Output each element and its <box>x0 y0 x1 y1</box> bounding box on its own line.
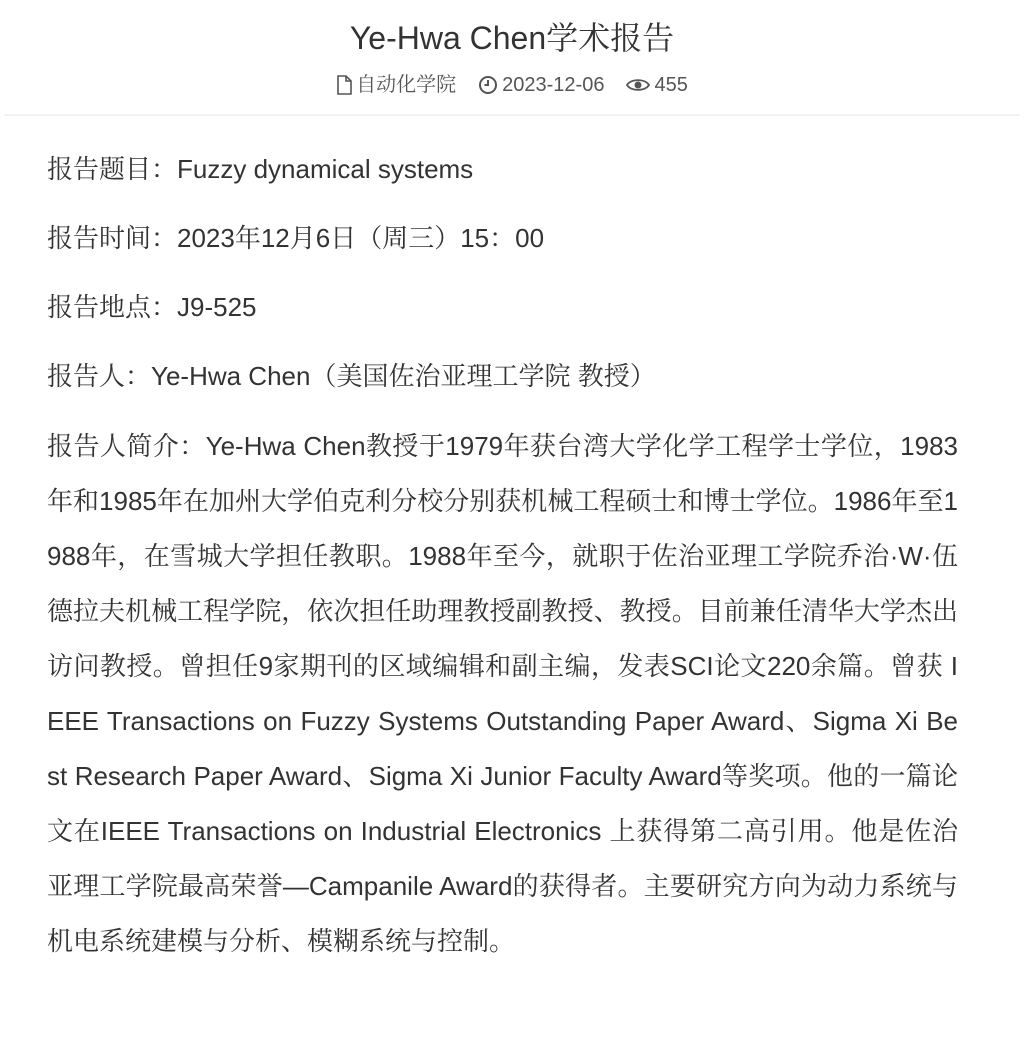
report-topic: 报告题目：Fuzzy dynamical systems <box>47 154 474 184</box>
meta-date <box>478 72 604 98</box>
meta-views <box>626 72 687 98</box>
file-icon <box>336 75 352 95</box>
article-meta <box>0 72 1024 98</box>
clock-icon <box>478 75 498 95</box>
article-body <box>0 152 1024 969</box>
eye-icon <box>626 76 650 94</box>
meta-date-text: 2023-12-06 <box>502 74 605 96</box>
article-title: Ye-Hwa Chen学术报告 <box>349 20 675 56</box>
meta-views-text: 455 <box>654 74 688 96</box>
article-header <box>0 0 1024 98</box>
report-speaker: 报告人：Ye-Hwa Chen（美国佐治亚理工学院 教授） <box>47 361 656 391</box>
meta-department-text: 自动化学院 <box>356 74 457 96</box>
speaker-bio: 报告人简介：Ye-Hwa Chen教授于1979年获台湾大学化学工程学士学位，1983年和1985年在加州大学伯克利分校分别获机械工程硕士和博士学位。1986年至1988年，在雪城大学担任教职。1988年至今，就职于佐治亚理工学院乔治·W·伍德拉夫机械工程学院，依次担任助理教授副教授、教授。目前兼任清华大学杰出访问教授。曾担任9家期刊的区域编辑和副主编，发表SCI论文220余篇。曾获 IEEE Transactions on Fuzzy Systems Outstanding Paper Award、Sigma Xi Best Research Paper Award、Sigma Xi Junior Faculty Award等奖项。他的一篇论文在IEEE Transactions on Industrial Electronics 上获得第二高引用。他是佐治亚理工学院最高荣誉—Campanile Award的获得者。主要研究方向为动力系统与机电系统建模与分析、模糊系统与控制。 <box>47 431 958 956</box>
report-time: 报告时间：2023年12月6日（周三）15：00 <box>47 223 545 253</box>
report-location: 报告地点：J9-525 <box>47 292 257 322</box>
header-divider <box>4 114 1020 116</box>
meta-department <box>336 72 456 98</box>
